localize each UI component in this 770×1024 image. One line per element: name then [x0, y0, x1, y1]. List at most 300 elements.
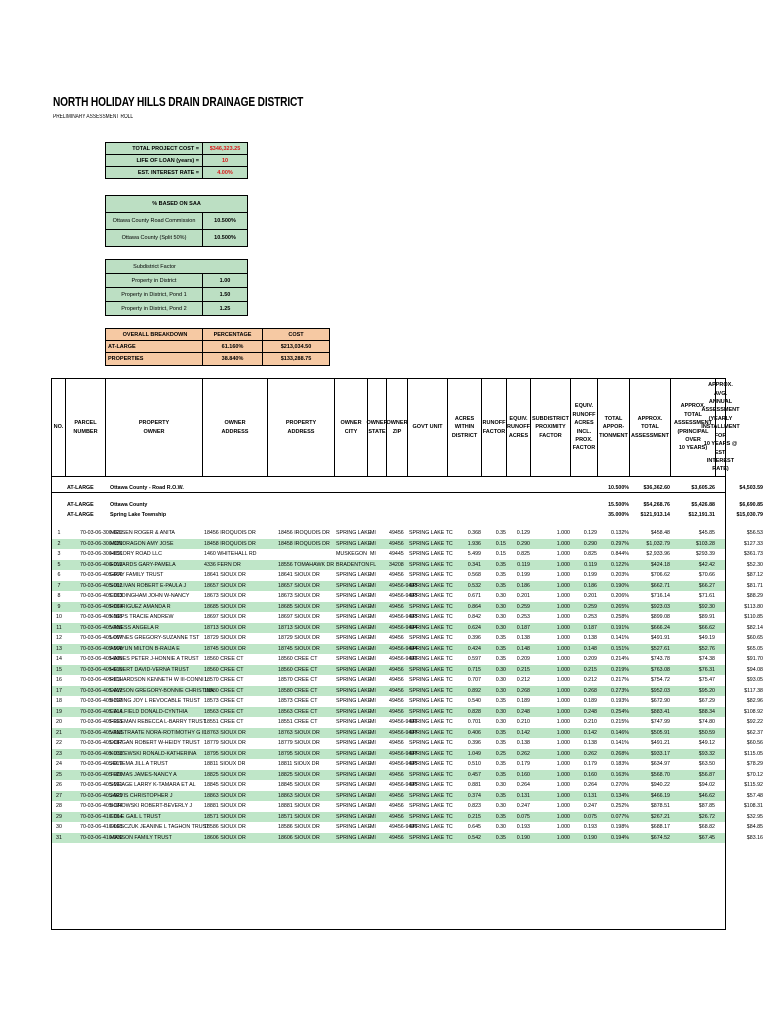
property-owner: SMEAGE LARRY K-TAMARA ET AL: [110, 782, 196, 788]
property-owner: VANSTRAATE NORA-ROTIMOTHY G II: [110, 729, 205, 736]
owner-address: 18881 SIOUX DR: [204, 803, 246, 809]
annual-assessment: $52.30: [746, 561, 763, 568]
table-row: [52, 749, 763, 760]
govt-unit: SPRING LAKE TC: [409, 719, 453, 725]
owner-zip: 49456-9493: [389, 582, 418, 589]
total-apportionment: 0.134%: [611, 792, 629, 799]
equiv-acres-incl-prox: 0.186: [583, 582, 597, 589]
breakdown-row: [106, 353, 329, 365]
breakdown-cost: $133,288.75: [280, 356, 312, 362]
runoff-factor: 0.30: [495, 782, 506, 788]
equiv-runoff-acres: 0.201: [516, 593, 530, 599]
total-assessment: $674.52: [650, 834, 670, 841]
total-apportionment: 0.217%: [611, 677, 629, 683]
equiv-acres-incl-prox: 0.129: [583, 530, 597, 536]
parcel-number: 70-03-06-405-015: [80, 719, 123, 725]
atlarge-label: AT-LARGE: [67, 485, 94, 491]
owner-address: 18729 SIOUX DR: [204, 635, 246, 641]
owner-state: MI: [370, 792, 376, 799]
proximity-factor: 1.000: [556, 624, 570, 631]
acres-within-district: 0.510: [467, 761, 481, 767]
table-row: [52, 612, 763, 623]
runoff-factor: 0.30: [495, 603, 506, 610]
atlarge-owner: Spring Lake Township: [110, 512, 167, 518]
total-assessment: $491.21: [650, 740, 670, 746]
govt-unit: SPRING LAKE TC: [409, 656, 453, 662]
acres-within-district: 0.707: [467, 677, 481, 683]
owner-state: MI: [370, 824, 376, 830]
basis-label: Ottawa County Road Commission: [106, 213, 203, 229]
breakdown-label: AT-LARGE: [106, 341, 203, 352]
parcel-number: 70-03-06-405-024: [80, 803, 123, 809]
property-owner: JARVIS CHRISTOPHER J: [110, 792, 173, 799]
runoff-factor: 0.35: [495, 698, 506, 704]
owner-city: SPRING LAKE: [336, 582, 372, 589]
runoff-factor: 0.15: [495, 551, 506, 557]
owner-state: MI: [370, 803, 376, 809]
annual-assessment: $15,030.79: [736, 512, 763, 518]
equiv-acres-incl-prox: 0.138: [583, 740, 597, 746]
principal-assessment: $74.38: [698, 656, 715, 662]
property-address: 18697 SIOUX DR: [278, 614, 320, 620]
owner-address: 18745 SIOUX DR: [204, 645, 246, 652]
owner-city: BRADENTON: [336, 561, 370, 568]
property-address: 18811 SIOUX DR: [278, 761, 320, 767]
property-address: 18763 SIOUX DR: [278, 729, 320, 736]
total-assessment: $1,032.79: [646, 540, 670, 547]
owner-city: SPRING LAKE: [336, 750, 372, 757]
equiv-acres-incl-prox: 0.148: [583, 645, 597, 652]
equiv-runoff-acres: 0.262: [516, 750, 530, 757]
table-row: [52, 696, 763, 707]
parcel-number: 70-03-06-405-020: [80, 771, 123, 778]
owner-state: MI: [370, 708, 376, 715]
equiv-runoff-acres: 0.259: [516, 603, 530, 610]
owner-state: MI: [370, 834, 376, 841]
proximity-factor: 1.000: [556, 761, 570, 767]
header-annual-assessment: APPROX. AVG. ANNUAL ASSESSMENT (YEARLY INSTALLMENT FOR 10 YEARS @ EST. INTEREST RATE): [701, 382, 740, 473]
row-number: 19: [56, 708, 62, 715]
property-owner: LOWNES GREGORY-SUZANNE TST: [110, 635, 200, 641]
proximity-factor: 1.000: [556, 729, 570, 736]
owner-address: 18673 SIOUX DR: [204, 593, 246, 599]
govt-unit: SPRING LAKE TC: [409, 635, 453, 641]
total-assessment: $267.21: [650, 813, 670, 820]
total-apportionment: 0.844%: [611, 551, 629, 557]
table-row: [52, 759, 763, 770]
annual-assessment: $6,690.85: [739, 501, 763, 508]
basis-header-row: [106, 196, 247, 213]
parcel-number: 70-03-06-405-003: [80, 593, 123, 599]
acres-within-district: 0.701: [467, 719, 481, 725]
property-owner: HICKORY ROAD LLC: [110, 551, 162, 557]
table-row: [52, 602, 763, 613]
proximity-factor: 1.000: [556, 687, 570, 694]
principal-assessment: $89.91: [698, 614, 715, 620]
header-owner-state: OWNER STATE: [368, 379, 387, 476]
row-number: 24: [56, 761, 62, 767]
annual-assessment: $117.38: [744, 687, 763, 694]
table-header: [52, 379, 740, 477]
owner-zip: 49456-9494: [389, 624, 418, 631]
total-apportionment: 0.141%: [611, 635, 629, 641]
row-number: 22: [56, 740, 62, 746]
property-owner: RODRIGUEZ AMANDA R: [110, 603, 171, 610]
annual-assessment: $84.85: [746, 824, 763, 830]
project-value: $346,323.25: [209, 145, 241, 152]
principal-assessment: $71.61: [698, 593, 715, 599]
table-row: [52, 570, 763, 581]
annual-assessment: $110.85: [744, 614, 763, 620]
principal-assessment: $49.19: [698, 635, 715, 641]
property-address: 18881 SIOUX DR: [278, 803, 320, 809]
proximity-factor: 1.000: [556, 582, 570, 589]
principal-assessment: $87.85: [698, 803, 715, 809]
owner-city: SPRING LAKE: [336, 813, 372, 820]
table-row: [52, 738, 763, 749]
basis-header: % BASED ON SAA: [152, 201, 201, 207]
owner-zip: 49456: [389, 530, 404, 536]
equiv-acres-incl-prox: 0.189: [583, 698, 597, 704]
owner-address: 18586 SIOUX DR: [204, 824, 246, 830]
total-assessment: $491.91: [650, 635, 670, 641]
table-row: [52, 833, 763, 844]
equiv-runoff-acres: 0.199: [516, 572, 530, 578]
principal-assessment: $75.47: [698, 677, 715, 683]
acres-within-district: 0.568: [467, 572, 481, 578]
owner-address: 18456 IROQUOIS DR: [204, 530, 256, 536]
row-number: 26: [56, 782, 62, 788]
row-number: 28: [56, 803, 62, 809]
govt-unit: SPRING LAKE TC: [409, 593, 453, 599]
basis-row: [106, 213, 247, 230]
row-number: 10: [56, 614, 62, 620]
principal-assessment: $56.87: [698, 771, 715, 778]
owner-state: FL: [370, 561, 377, 568]
project-label: EST. INTEREST RATE =: [106, 167, 203, 178]
total-apportionment: 15.500%: [608, 501, 629, 508]
proximity-factor: 1.000: [556, 750, 570, 757]
runoff-factor: 0.35: [495, 792, 506, 799]
runoff-factor: 0.35: [495, 771, 506, 778]
equiv-runoff-acres: 0.148: [516, 645, 530, 652]
owner-zip: 49456: [389, 803, 404, 809]
govt-unit: SPRING LAKE TC: [409, 603, 453, 610]
total-assessment: $899.08: [650, 614, 670, 620]
total-apportionment: 0.141%: [611, 740, 629, 746]
runoff-factor: 0.35: [495, 572, 506, 578]
govt-unit: SPRING LAKE TC: [409, 740, 453, 746]
total-apportionment: 0.203%: [611, 572, 629, 578]
total-assessment: $527.61: [650, 645, 670, 652]
property-address: 18606 SIOUX DR: [278, 834, 320, 841]
annual-assessment: $65.05: [746, 645, 763, 652]
owner-state: MI: [370, 656, 376, 662]
owner-address: 18551 CREE CT: [204, 719, 244, 725]
principal-assessment: $49.12: [698, 740, 715, 746]
table-row: [52, 822, 763, 833]
equiv-runoff-acres: 0.247: [516, 803, 530, 809]
principal-assessment: $50.59: [698, 729, 715, 736]
equiv-acres-incl-prox: 0.825: [583, 551, 597, 557]
parcel-number: 70-03-06-405-021: [80, 782, 123, 788]
runoff-factor: 0.35: [495, 813, 506, 820]
header-property-owner: PROPERTY OWNER: [106, 379, 203, 476]
total-apportionment: 0.190%: [611, 582, 629, 589]
acres-within-district: 0.341: [467, 561, 481, 568]
parcel-number: 70-03-06-405-007: [80, 635, 123, 641]
atlarge-section: [52, 483, 763, 521]
total-apportionment: 0.268%: [611, 750, 629, 757]
principal-assessment: $94.02: [698, 782, 715, 788]
owner-address: 18458 IROQUOIS DR: [204, 540, 256, 547]
equiv-acres-incl-prox: 0.193: [583, 824, 597, 830]
govt-unit: SPRING LAKE TC: [409, 750, 453, 757]
owner-city: SPRING LAKE: [336, 666, 372, 673]
owner-address: 18685 SIOUX DR: [204, 603, 246, 610]
project-value: 4.00%: [217, 169, 233, 176]
annual-assessment: $92.22: [746, 719, 763, 725]
owner-zip: 49456: [389, 740, 404, 746]
owner-city: SPRING LAKE: [336, 677, 372, 683]
principal-assessment: $12,191.31: [688, 512, 715, 518]
total-assessment: $933.17: [650, 750, 670, 757]
row-number: 13: [56, 645, 62, 652]
table-row: [52, 549, 763, 560]
table-row: [52, 560, 763, 571]
acres-within-district: 0.542: [467, 834, 481, 841]
equiv-runoff-acres: 0.215: [516, 666, 530, 673]
principal-assessment: $74.80: [698, 719, 715, 725]
total-apportionment: 35.000%: [608, 512, 629, 518]
property-owner: CODDINGHAM JOHN W-NANCY: [110, 593, 190, 599]
row-number: 8: [57, 593, 61, 599]
owner-address: 18571 SIOUX DR: [204, 813, 246, 820]
proximity-factor: 1.000: [556, 824, 570, 830]
proximity-factor: 1.000: [556, 614, 570, 620]
parcel-number: 70-03-06-405-019: [80, 761, 123, 767]
header-owner-city: OWNER CITY: [335, 379, 368, 476]
annual-assessment: $32.95: [746, 813, 763, 820]
proximity-factor: 1.000: [556, 593, 570, 599]
annual-assessment: $81.71: [746, 582, 763, 589]
factor-label: Property in District, Pond 2: [106, 302, 203, 315]
owner-zip: 49456: [389, 698, 404, 704]
equiv-runoff-acres: 0.186: [516, 582, 530, 589]
govt-unit: SPRING LAKE TC: [409, 645, 453, 652]
govt-unit: SPRING LAKE TC: [409, 561, 453, 568]
breakdown-row: [106, 341, 329, 353]
annual-assessment: $113.80: [744, 603, 763, 610]
owner-zip: 49456: [389, 603, 404, 610]
owner-state: MI: [370, 530, 376, 536]
owner-zip: 49456: [389, 792, 404, 799]
property-address: 18779 SIOUX DR: [278, 740, 320, 746]
equiv-acres-incl-prox: 0.253: [583, 614, 597, 620]
equiv-acres-incl-prox: 0.290: [583, 540, 597, 547]
annual-assessment: $127.33: [743, 540, 763, 547]
annual-assessment: $60.65: [746, 635, 763, 641]
total-apportionment: 0.297%: [611, 540, 629, 547]
principal-assessment: $66.27: [698, 582, 715, 589]
acres-within-district: 0.457: [467, 771, 481, 778]
proximity-factor: 1.000: [556, 813, 570, 820]
equiv-acres-incl-prox: 0.268: [583, 687, 597, 694]
total-assessment: $716.14: [650, 593, 670, 599]
proximity-factor: 1.000: [556, 561, 570, 568]
annual-assessment: $94.08: [746, 666, 763, 673]
factor-header: Subdistrict Factor: [133, 263, 176, 270]
equiv-acres-incl-prox: 0.075: [583, 813, 597, 820]
owner-zip: 49456: [389, 540, 404, 547]
owner-address: 18863 SIOUX DR: [204, 792, 246, 799]
owner-state: MI: [370, 540, 376, 547]
acres-within-district: 1.049: [467, 750, 481, 757]
total-apportionment: 0.258%: [611, 614, 629, 620]
annual-assessment: $82.96: [746, 698, 763, 704]
total-assessment: $923.03: [650, 603, 670, 610]
row-number: 14: [56, 656, 62, 662]
proximity-factor: 1.000: [556, 771, 570, 778]
owner-city: SPRING LAKE: [336, 740, 372, 746]
principal-assessment: $46.62: [698, 792, 715, 799]
proximity-factor: 1.000: [556, 708, 570, 715]
owner-address: 18811 SIOUX DR: [204, 761, 246, 767]
breakdown-header: COST: [288, 331, 304, 338]
govt-unit: SPRING LAKE TC: [409, 782, 453, 788]
equiv-runoff-acres: 0.179: [516, 761, 530, 767]
equiv-runoff-acres: 0.129: [516, 530, 530, 536]
owner-zip: 49456-9499: [389, 824, 418, 830]
header-no: NO.: [52, 379, 66, 476]
equiv-runoff-acres: 0.190: [516, 834, 530, 841]
principal-assessment: $93.32: [698, 750, 715, 757]
equiv-runoff-acres: 0.138: [516, 740, 530, 746]
header-total-apportionment: TOTAL APPOR- TIONMENT: [598, 379, 630, 476]
equiv-runoff-acres: 0.119: [517, 561, 530, 568]
property-address: 18713 SIOUX DR: [278, 624, 320, 631]
total-assessment: $121,913.14: [640, 512, 670, 518]
runoff-factor: 0.30: [495, 824, 506, 830]
parcel-number: 70-03-06-405-006: [80, 624, 123, 631]
proximity-factor: 1.000: [556, 740, 570, 746]
row-number: 9: [57, 603, 61, 610]
owner-zip: 49456-9492: [389, 719, 418, 725]
header-parcel-number: PARCEL NUMBER: [66, 379, 106, 476]
principal-assessment: $70.66: [698, 572, 715, 578]
proximity-factor: 1.000: [556, 635, 570, 641]
govt-unit: SPRING LAKE TC: [409, 666, 453, 673]
annual-assessment: $361.73: [743, 551, 763, 557]
total-apportionment: 0.132%: [611, 530, 629, 536]
principal-assessment: $5,426.88: [691, 501, 715, 508]
parcel-number: 70-03-06-405-013: [80, 698, 123, 704]
total-assessment: $706.62: [650, 572, 670, 578]
total-assessment: $666.24: [650, 624, 670, 631]
property-owner: HAINES PETER J-HONNIE A TRUST: [110, 656, 199, 662]
parcel-number: 70-03-06-405-008: [80, 645, 123, 652]
acres-within-district: 0.864: [467, 603, 481, 610]
row-number: 1: [57, 530, 61, 536]
equiv-acres-incl-prox: 0.259: [583, 603, 597, 610]
annual-assessment: $70.12: [746, 771, 763, 778]
breakdown-header: OVERALL BREAKDOWN: [106, 329, 203, 340]
runoff-factor: 0.30: [495, 593, 506, 599]
owner-zip: 49456-9494: [389, 645, 418, 652]
table-row: [52, 728, 763, 739]
acres-within-district: 0.540: [467, 698, 481, 704]
owner-city: SPRING LAKE: [336, 824, 372, 830]
factor-label: Property in District, Pond 1: [106, 288, 203, 301]
proximity-factor: 1.000: [556, 834, 570, 841]
basis-value: 10.500%: [214, 235, 236, 241]
owner-state: MI: [370, 614, 376, 620]
property-owner: COLE GAIL L TRUST: [110, 813, 162, 820]
owner-city: SPRING LAKE: [336, 603, 372, 610]
principal-assessment: $92.30: [698, 603, 715, 610]
owner-city: SPRING LAKE: [336, 614, 372, 620]
owner-city: SPRING LAKE: [336, 572, 372, 578]
owner-state: MI: [370, 761, 376, 767]
annual-assessment: $108.31: [743, 803, 763, 809]
proximity-factor: 1.000: [556, 540, 570, 547]
equiv-runoff-acres: 0.264: [516, 782, 530, 788]
factor-row: [106, 302, 247, 315]
acres-within-district: 0.597: [467, 656, 481, 662]
parcel-number: 70-03-06-405-001: [80, 572, 123, 578]
property-address: 18573 CREE CT: [278, 698, 318, 704]
basis-label: Ottawa County (Split 50%): [106, 230, 203, 246]
total-assessment: $662.71: [650, 582, 670, 589]
equiv-runoff-acres: 0.189: [516, 698, 530, 704]
table-body: [52, 528, 763, 843]
equiv-acres-incl-prox: 0.210: [583, 719, 597, 725]
equiv-acres-incl-prox: 0.119: [584, 561, 597, 568]
equiv-runoff-acres: 0.187: [516, 624, 530, 631]
header-owner-address: OWNER ADDRESS: [203, 379, 268, 476]
runoff-factor: 0.35: [495, 761, 506, 767]
owner-city: SPRING LAKE: [336, 771, 372, 778]
total-apportionment: 0.214%: [611, 656, 629, 662]
proximity-factor: 1.000: [556, 792, 570, 799]
breakdown-label: PROPERTIES: [106, 353, 203, 365]
property-owner: JELTEMA JILL A TRUST: [110, 761, 168, 767]
owner-address: 18560 CREE CT: [204, 666, 244, 673]
annual-assessment: $4,503.59: [739, 485, 763, 491]
subdistrict-factor-box: [105, 259, 248, 316]
owner-city: SPRING LAKE: [336, 803, 372, 809]
owner-state: MI: [370, 572, 376, 578]
owner-zip: 49456-9495: [389, 782, 418, 788]
table-row: [52, 675, 763, 686]
acres-within-district: 0.532: [467, 582, 481, 589]
owner-zip: 49456-9495: [389, 761, 418, 767]
property-owner: EDWARDS GARY-PAMELA: [110, 561, 176, 568]
equiv-runoff-acres: 0.290: [516, 540, 530, 547]
principal-assessment: $45.85: [698, 530, 715, 536]
equiv-runoff-acres: 0.209: [516, 656, 530, 662]
govt-unit: SPRING LAKE TC: [409, 572, 453, 578]
property-address: 18795 SIOUX DR: [278, 750, 320, 757]
owner-zip: 49456: [389, 813, 404, 820]
total-apportionment: 0.122%: [611, 561, 629, 568]
table-row: [52, 623, 763, 634]
acres-within-district: 0.424: [467, 645, 481, 652]
row-number: 20: [56, 719, 62, 725]
atlarge-owner: Ottawa County - Road R.O.W.: [110, 485, 184, 491]
total-apportionment: 0.252%: [611, 803, 629, 809]
acres-within-district: 0.828: [467, 708, 481, 715]
